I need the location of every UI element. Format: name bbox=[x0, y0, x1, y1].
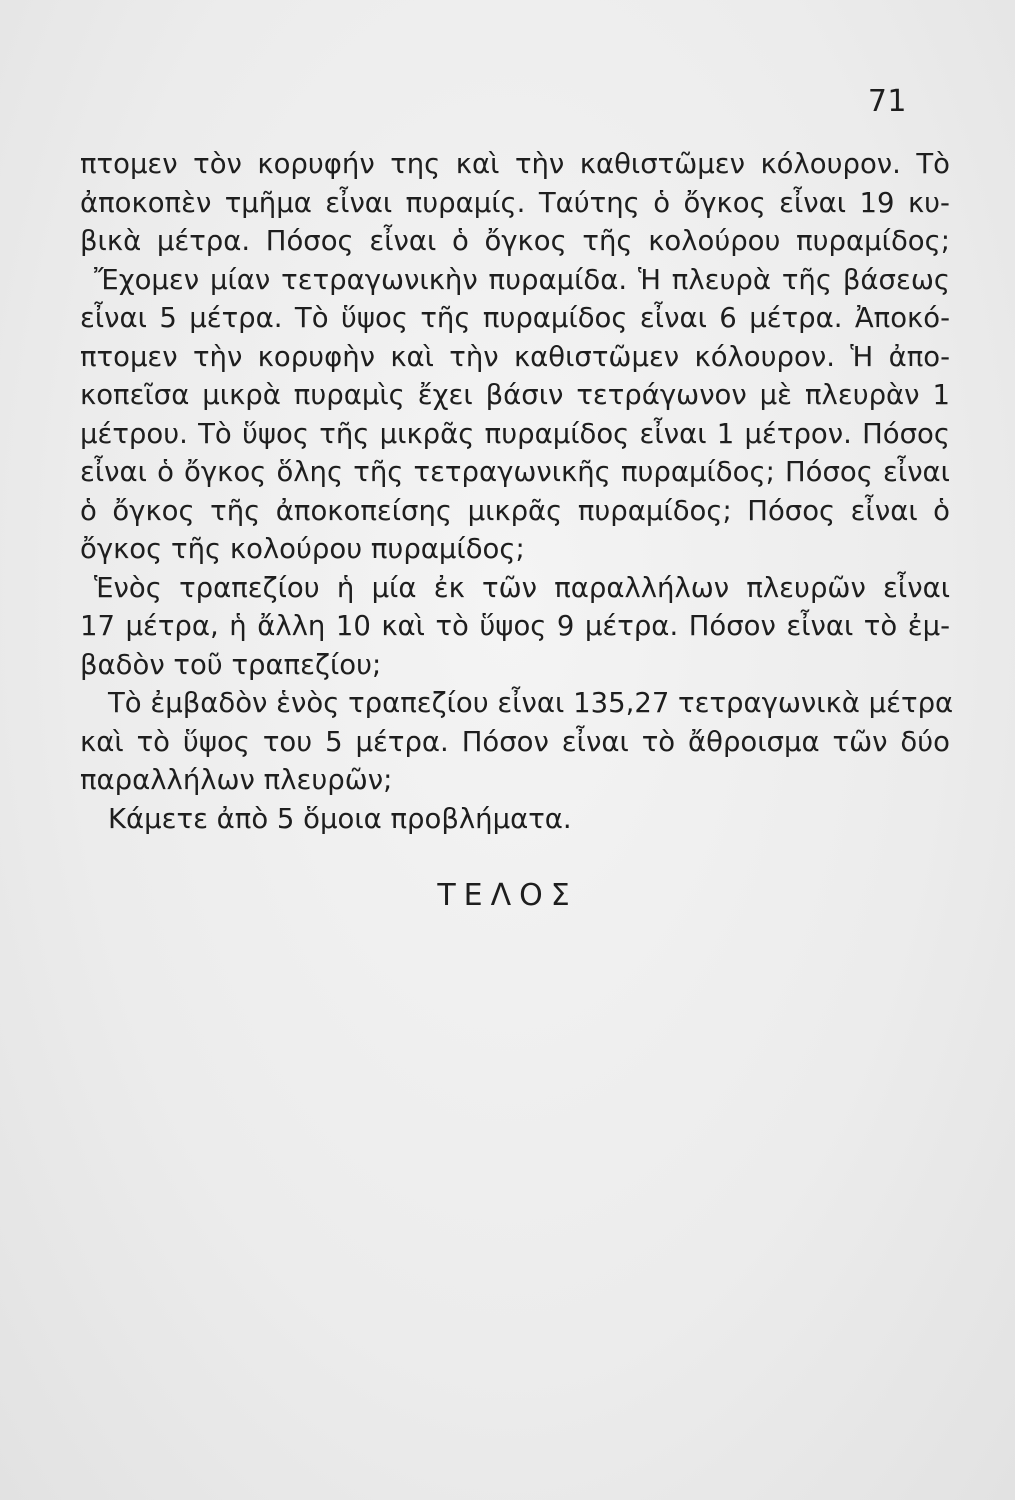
text-line: Τὸ ἐμβαδὸν ἑνὸς τραπεζίου εἶναι 135,27 τετραγωνικὰ μέτρα bbox=[108, 687, 954, 719]
text-line: βικὰ μέτρα. Πόσος εἶναι ὁ ὄγκος τῆς κολούρου πυραμίδος; bbox=[80, 225, 950, 257]
text-line: κοπεῖσα μικρὰ πυραμὶς ἔχει βάσιν τετράγωνον μὲ πλευρὰν 1 bbox=[80, 379, 950, 411]
text-line: Ἔχομεν μίαν τετραγωνικὴν πυραμίδα. Ἡ πλευρὰ τῆς βάσεως bbox=[94, 263, 950, 296]
text-line: εἶναι ὁ ὄγκος ὅλης τῆς τετραγωνικῆς πυραμίδος; Πόσος εἶναι bbox=[80, 456, 950, 488]
text-line: ἀποκοπὲν τμῆμα εἶναι πυραμίς. Ταύτης ὁ ὄγκος εἶναι 19 κυ- bbox=[80, 186, 950, 219]
text-line: παραλλήλων πλευρῶν; bbox=[80, 764, 393, 796]
text-line: πτομεν τὸν κορυφήν της καὶ τὴν καθιστῶμεν κόλουρον. Τὸ bbox=[80, 148, 950, 180]
text-line: ὁ ὄγκος τῆς ἀποκοπείσης μικρᾶς πυραμίδος; Πόσος εἶναι ὁ bbox=[80, 494, 950, 527]
text-line: εἶναι 5 μέτρα. Τὸ ὕψος τῆς πυραμίδος εἶναι 6 μέτρα. Ἀποκό- bbox=[80, 302, 950, 334]
page-number: 71 bbox=[867, 84, 907, 119]
text-line: πτομεν τὴν κορυφὴν καὶ τὴν καθιστῶμεν κόλουρον. Ἡ ἀπο- bbox=[80, 340, 950, 373]
text-line: μέτρου. Τὸ ὕψος τῆς μικρᾶς πυραμίδος εἶναι 1 μέτρον. Πόσος bbox=[80, 417, 950, 450]
end-title: ΤΕΛΟΣ bbox=[437, 878, 578, 913]
text-line: καὶ τὸ ὕψος του 5 μέτρα. Πόσον εἶναι τὸ ἄθροισμα τῶν δύο bbox=[80, 725, 950, 758]
text-line: Ἑνὸς τραπεζίου ἡ μία ἐκ τῶν παραλλήλων πλευρῶν εἶναι bbox=[94, 571, 950, 604]
text-line: ὄγκος τῆς κολούρου πυραμίδος; bbox=[80, 533, 525, 565]
text-line: 17 μέτρα, ἡ ἄλλη 10 καὶ τὸ ὕψος 9 μέτρα. Πόσον εἶναι τὸ ἐμ- bbox=[80, 610, 950, 642]
body-text bbox=[80, 145, 954, 838]
text-line: βαδὸν τοῦ τραπεζίου; bbox=[80, 648, 382, 681]
text-line: Κάμετε ἀπὸ 5 ὅμοια προβλήματα. bbox=[108, 802, 572, 835]
